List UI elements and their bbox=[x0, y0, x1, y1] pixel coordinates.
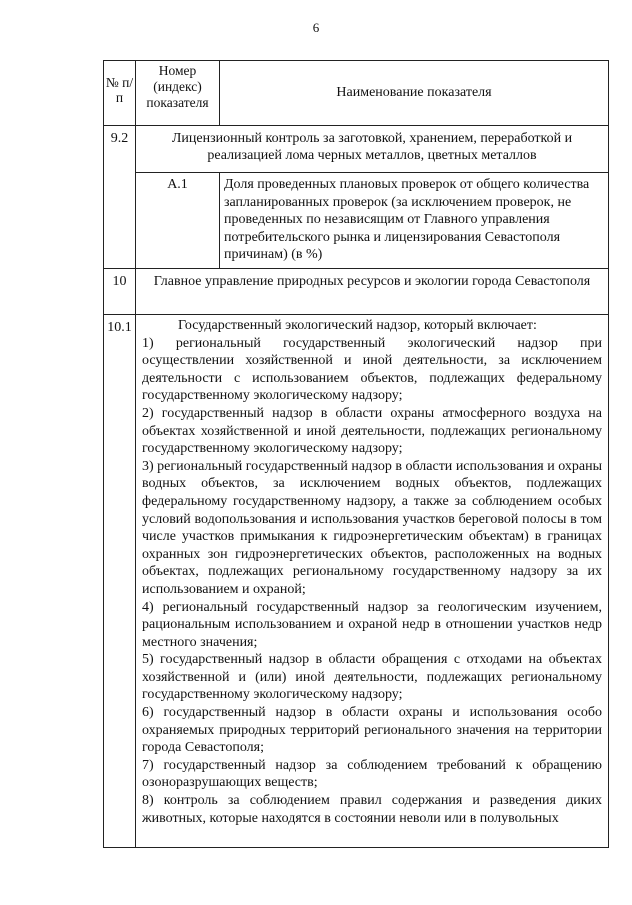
section-title: Главное управление природных ресурсов и экологии города Севастополя bbox=[136, 269, 609, 315]
list-intro: Государственный экологический надзор, который включает: bbox=[178, 318, 537, 333]
table-row-10-1 bbox=[104, 315, 609, 848]
table-row-9-2-indicator bbox=[104, 173, 609, 269]
indicator-text: Доля проведенных плановых проверок от общего количества запланированных проверок (за исключением проверок, не проведенных по независящим от Главного управления потребительского рынка и лицензирования Севастополя причинам) (в %) bbox=[220, 173, 609, 269]
indicators-table bbox=[103, 60, 609, 848]
table-row-10 bbox=[104, 269, 609, 315]
list-item: 3) региональный государственный надзор в области использования и охраны водных объектов, за исключением водных объектов, подлежащих федеральному государственному надзору, а также за соблюдением особых условий водопользования и использования участков береговой полосы в том числе участков примыкания к гидроэнергетическим объектам) в границах охранных зон гидроэнергетических объектов, расположенных на водных объектах, подлежащих региональному государственному надзору за их использованием и охраной; bbox=[142, 458, 602, 597]
table-row-9-2-title bbox=[104, 126, 609, 173]
list-item: 5) государственный надзор в области обращения с отходами на объектах хозяйственной и (или) иной деятельности, подлежащих региональному государственному экологическому надзору; bbox=[142, 652, 602, 703]
list-item: 4) региональный государственный надзор за геологическим изучением, рациональным использованием и охраной недр в отношении участков недр местного значения; bbox=[142, 599, 602, 650]
row-number: 10.1 bbox=[104, 315, 136, 848]
list-item: 6) государственный надзор в области охраны и использования особо охраняемых природных территорий регионального значения на территории города Севастополя; bbox=[142, 705, 602, 756]
supervision-list bbox=[136, 315, 609, 848]
page-number: 6 bbox=[312, 20, 320, 35]
list-item: 7) государственный надзор за соблюдением требований к обращению озоноразрушающих веществ; bbox=[142, 757, 602, 791]
list-item: 8) контроль за соблюдением правил содержания и разведения диких животных, которые находятся в состоянии неволи или в полувольных bbox=[142, 793, 602, 826]
section-title: Лицензионный контроль за заготовкой, хранением, переработкой и реализацией лома черных металлов, цветных металлов bbox=[136, 126, 609, 173]
list-item: 2) государственный надзор в области охраны атмосферного воздуха на объектах хозяйственной и иной деятельности, подлежащих региональному государственному экологическому надзору; bbox=[142, 405, 602, 457]
row-number: 10 bbox=[104, 269, 136, 315]
list-item: 1) региональный государственный экологический надзор при осуществлении хозяйственной и иной деятельности, за исключением деятельности с использованием объектов, подлежащих федеральному государственному экологическому надзору; bbox=[142, 335, 602, 404]
row-number: 9.2 bbox=[104, 126, 136, 269]
header-name: Наименование показателя bbox=[220, 61, 609, 126]
header-num: № п/п bbox=[104, 61, 136, 126]
header-index: Номер (индекс) показателя bbox=[136, 61, 220, 126]
indicator-code: А.1 bbox=[136, 173, 220, 269]
table-header-row bbox=[104, 61, 609, 126]
